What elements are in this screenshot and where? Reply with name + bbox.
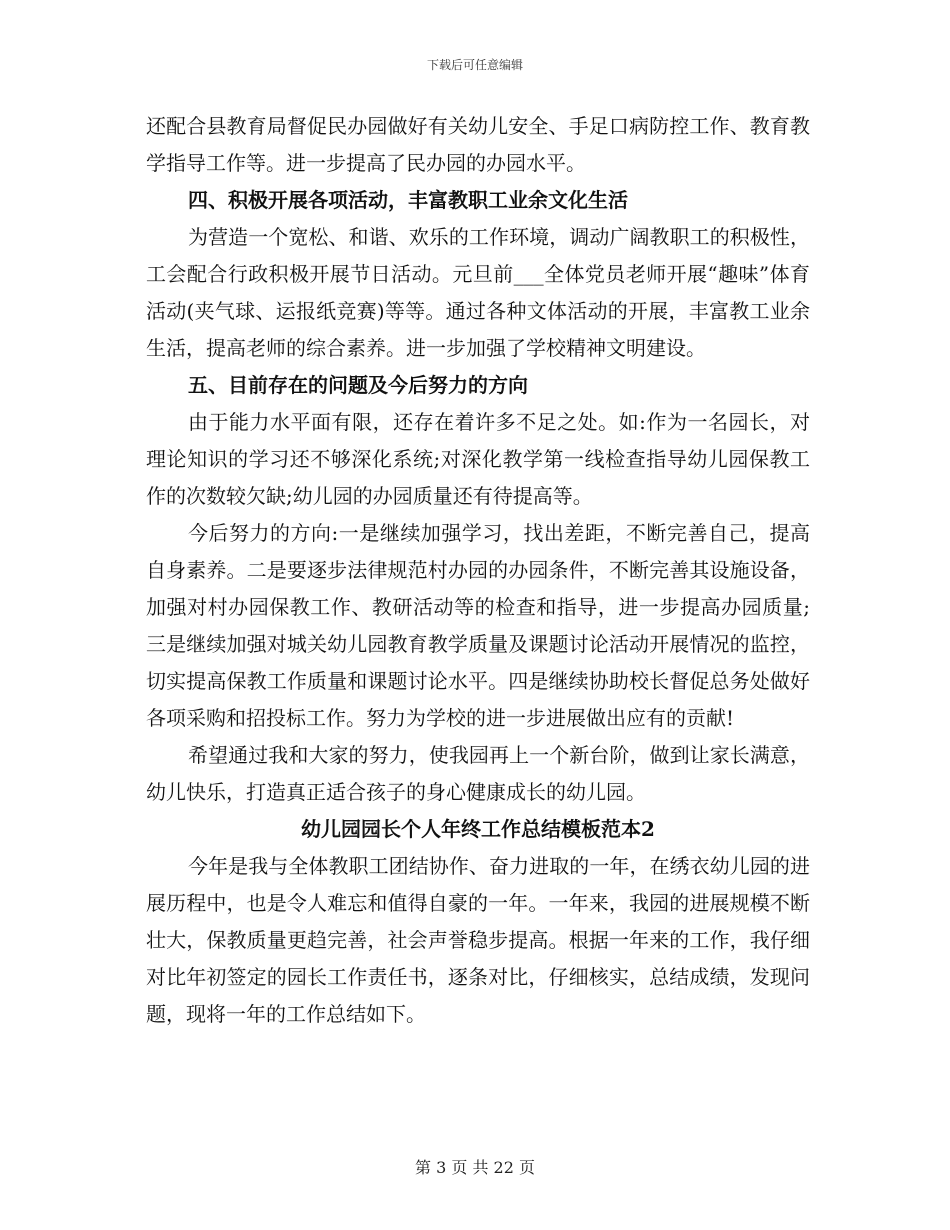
paragraph-continuation: 还配合县教育局督促民办园做好有关幼儿安全、手足口病防控工作、教育教学指导工作等。进一步提高了民办园的办园水平。 (146, 114, 810, 175)
paragraph-activities: 为营造一个宽松、和谐、欢乐的工作环境，调动广阔教职工的积极性，工会配合行政积极开展节日活动。元旦前___全体党员老师开展“趣味”体育活动(夹气球、运报纸竞赛)等等。通过各种文体活动的开展，丰富教工业余生活，提高老师的综合素养。进一步加强了学校精神文明建设。 (146, 225, 810, 360)
document-title-2: 幼儿园园长个人年终工作总结模板范本2 (301, 817, 655, 841)
paragraph-hope: 希望通过我和大家的努力，使我园再上一个新台阶，做到让家长满意，幼儿快乐，打造真正适合孩子的身心健康成长的幼儿园。 (146, 743, 810, 804)
section-heading-5: 五、目前存在的问题及今后努力的方向 (188, 373, 528, 397)
paragraph-problems: 由于能力水平面有限，还存在着许多不足之处。如:作为一名园长，对理论知识的学习还不够深化系统;对深化教学第一线检查指导幼儿园保教工作的次数较欠缺;幼儿园的办园质量还有待提高等。 (146, 410, 810, 508)
page-header: 下载后可任意编辑 (426, 58, 523, 72)
paragraph-future-direction: 今后努力的方向:一是继续加强学习，找出差距，不断完善自己，提高自身素养。二是要逐步法律规范村办园的办园条件，不断完善其设施设备，加强对村办园保教工作、教研活动等的检查和指导，进一步提高办园质量;三是继续加强对城关幼儿园教育教学质量及课题讨论活动开展情况的监控，切实提高保教工作质量和课题讨论水平。四是继续协助校长督促总务处做好各项采购和招投标工作。努力为学校的进一步进展做出应有的贡献! (146, 521, 810, 730)
paragraph-intro-2: 今年是我与全体教职工团结协作、奋力进取的一年，在绣衣幼儿园的进展历程中，也是令人难忘和值得自豪的一年。一年来，我园的进展规模不断壮大，保教质量更趋完善，社会声誉稳步提高。根据一年来的工作，我仔细对比年初签定的园长工作责任书，逐条对比，仔细核实，总结成绩，发现问题，现将一年的工作总结如下。 (146, 854, 810, 1026)
page-number: 第 3 页 共 22 页 (415, 1158, 535, 1177)
document-body (146, 108, 810, 1033)
section-heading-4: 四、积极开展各项活动，丰富教职工业余文化生活 (188, 188, 628, 212)
